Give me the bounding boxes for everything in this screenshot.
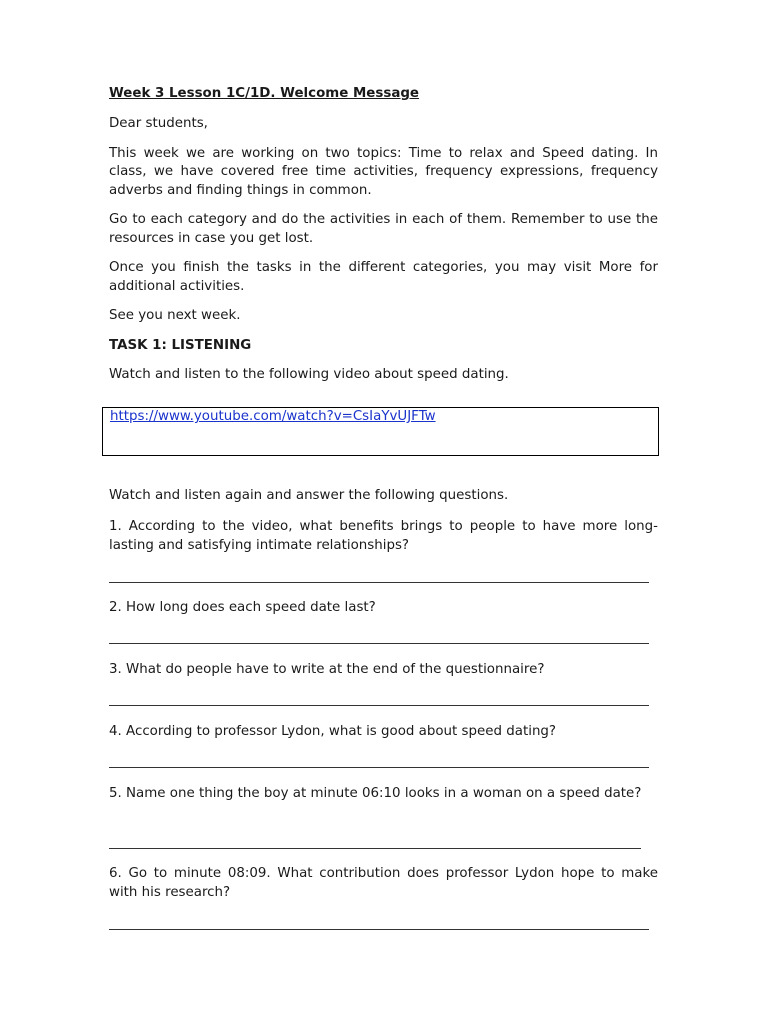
answer-line-4[interactable]	[109, 767, 649, 768]
question-6: 6. Go to minute 08:09. What contribution does professor Lydon hope to make with his research?	[109, 866, 658, 900]
document-title: Week 3 Lesson 1C/1D. Welcome Message	[109, 86, 420, 101]
closing-line: See you next week.	[109, 308, 241, 323]
instructions-paragraph: Go to each category and do the activities in each of them. Remember to use the resources in case you get lost.	[109, 212, 658, 246]
question-2: 2. How long does each speed date last?	[109, 600, 376, 615]
answer-line-3[interactable]	[109, 705, 649, 706]
answer-line-6[interactable]	[109, 929, 649, 930]
questions-intro: Watch and listen again and answer the following questions.	[109, 488, 509, 503]
video-link-box	[102, 407, 659, 456]
question-1: 1. According to the video, what benefits brings to people to have more long-lasting and satisfying intimate relationships?	[109, 519, 658, 553]
question-5: 5. Name one thing the boy at minute 06:10 looks in a woman on a speed date?	[109, 786, 642, 801]
task-instruction: Watch and listen to the following video about speed dating.	[109, 366, 509, 382]
document-body	[109, 84, 658, 395]
intro-paragraph: This week we are working on two topics: Time to relax and Speed dating. In class, we have covered free time activities, frequency expressions, frequency adverbs and finding things in common.	[109, 145, 658, 198]
task-heading: TASK 1: LISTENING	[109, 337, 252, 353]
answer-line-2[interactable]	[109, 643, 649, 644]
greeting: Dear students,	[109, 116, 208, 131]
answer-line-5[interactable]	[109, 848, 641, 849]
more-activities-paragraph: Once you finish the tasks in the different categories, you may visit More for additional activities.	[109, 260, 658, 294]
question-3: 3. What do people have to write at the end of the questionnaire?	[109, 662, 545, 677]
answer-line-1[interactable]	[109, 582, 649, 583]
question-4: 4. According to professor Lydon, what is good about speed dating?	[109, 724, 557, 739]
video-link[interactable]: https://www.youtube.com/watch?v=CsIaYvUJFTw	[110, 409, 436, 424]
